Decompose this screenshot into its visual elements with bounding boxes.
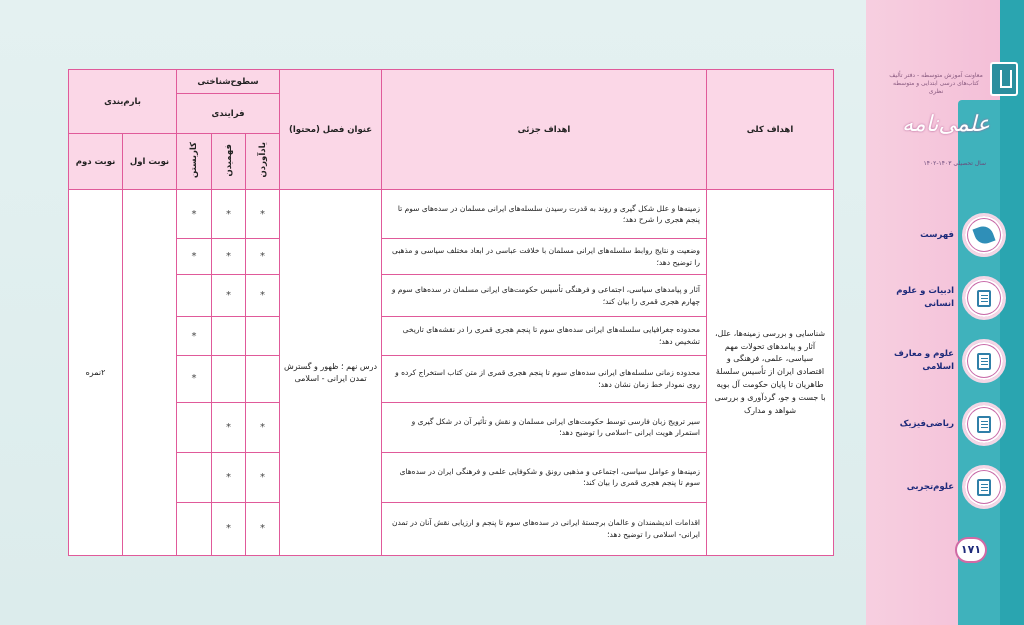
document-icon <box>977 290 991 307</box>
star-mark: * <box>177 239 212 275</box>
header-first-turn: نوبت اول <box>123 134 177 190</box>
page-number: ۱۷۱ <box>955 537 987 563</box>
header-level-understand: فهمیدن <box>212 134 246 190</box>
header-process: فرایندی <box>177 94 280 134</box>
sidebar-item-humanities[interactable] <box>866 273 1006 323</box>
star-mark <box>177 502 212 555</box>
star-mark <box>177 402 212 452</box>
brand-title: علمی‌نامه <box>902 112 990 137</box>
star-mark <box>212 355 246 402</box>
sidebar-item-label: ادبیات و علوم انسانی <box>896 286 954 309</box>
star-mark <box>246 317 280 355</box>
star-mark <box>177 452 212 502</box>
star-mark: * <box>212 275 246 317</box>
document-icon <box>977 353 991 370</box>
sidebar-item-label: ریاضی‌فیزیک <box>899 418 954 429</box>
star-mark: * <box>246 502 280 555</box>
objectives-table <box>68 69 834 556</box>
specific-goal-cell: سیر ترویج زبان فارسی توسط حکومت‌های ایرانی مسلمان و نقش و تأثیر آن در شکل گیری و استمرار هویت ایرانی –اسلامی را توضیح دهد؛ <box>382 402 707 452</box>
star-mark: * <box>212 452 246 502</box>
general-goal-cell: شناسایی و بررسی زمینه‌ها، علل، آثار و پیامدهای تحولات مهم سیاسی، علمی، فرهنگی و اقتصادی ایران از تأسیس سلسلهٔ طاهریان تا پایان حکومت آل بویه با جست و جو، گردآوری و بررسی شواهد و مدارک <box>707 190 834 556</box>
star-mark: * <box>212 402 246 452</box>
sidebar-item-islamic-studies[interactable] <box>866 336 1006 386</box>
score-first-cell <box>123 190 177 556</box>
sidebar-item-label: علوم و معارف اسلامی <box>893 349 954 372</box>
header-level-remember: یادآوردن <box>246 134 280 190</box>
humanities-icon-badge <box>962 276 1006 320</box>
sidebar-item-contents[interactable] <box>866 210 1006 260</box>
specific-goal-cell: اقدامات اندیشمندان و عالمان برجستهٔ ایرانی در سده‌های سوم تا پنجم و ارزیابی نقش آنان در تمدن ایرانی‐ اسلامی را توضیح دهد؛ <box>382 502 707 555</box>
specific-goal-cell: زمینه‌ها و علل شکل گیری و روند به قدرت رسیدن سلسله‌های ایرانی مسلمان در سده‌های سوم تا پنجم هجری را شرح دهد؛ <box>382 190 707 239</box>
star-mark: * <box>246 190 280 239</box>
header-second-turn: نوبت دوم <box>69 134 123 190</box>
specific-goal-cell: زمینه‌ها و عوامل سیاسی، اجتماعی و مذهبی رونق و شکوفایی علمی و فرهنگی ایران در سده‌های سوم تا پنجم هجری قمری را بیان کند؛ <box>382 452 707 502</box>
star-mark: * <box>177 317 212 355</box>
specific-goal-cell: آثار و پیامدهای سیاسی، اجتماعی و فرهنگی تأسیس حکومت‌های ایرانی مسلمان در سده‌های سوم و چهارم هجری قمری را بیان کند؛ <box>382 275 707 317</box>
islamic-studies-icon-badge <box>962 339 1006 383</box>
ministry-logo <box>990 62 1018 96</box>
star-mark: * <box>246 402 280 452</box>
experimental-sciences-icon-badge <box>962 465 1006 509</box>
contents-icon-badge <box>962 213 1006 257</box>
leaf-icon <box>972 223 995 246</box>
sidebar-item-experimental-sciences[interactable] <box>866 462 1006 512</box>
star-mark: * <box>212 190 246 239</box>
star-mark <box>177 275 212 317</box>
star-mark: * <box>177 190 212 239</box>
star-mark: * <box>246 452 280 502</box>
star-mark: * <box>246 239 280 275</box>
star-mark <box>212 317 246 355</box>
score-second-cell: ۲نمره <box>69 190 123 556</box>
math-physics-icon-badge <box>962 402 1006 446</box>
sidebar-item-math-physics[interactable] <box>866 399 1006 449</box>
document-icon <box>977 416 991 433</box>
header-specific-goals: اهداف جزئی <box>382 70 707 190</box>
specific-goal-cell: وضعیت و نتایج روابط سلسله‌های ایرانی مسلمان با خلافت عباسی در ابعاد مختلف سیاسی و مذهبی را توضیح دهد؛ <box>382 239 707 275</box>
specific-goal-cell: محدوده جغرافیایی سلسله‌های ایرانی سده‌های سوم تا پنجم هجری قمری را در نقشه‌های تاریخی تشخیص دهد؛ <box>382 317 707 355</box>
sidebar-item-label: فهرست <box>920 229 954 240</box>
header-cognitive-levels: سطوح‌شناختی <box>177 70 280 94</box>
school-year: سال تحصیلی ۱۴۰۳‐۱۴۰۲ <box>923 160 986 167</box>
table-row <box>69 190 834 239</box>
star-mark <box>246 355 280 402</box>
header-general-goals: اهداف کلی <box>707 70 834 190</box>
header-scoring: بارم‌بندی <box>69 70 177 134</box>
header-level-apply: کاربستن <box>177 134 212 190</box>
document-icon <box>977 479 991 496</box>
sidebar-item-label: علوم‌تجربی <box>906 481 954 492</box>
star-mark: * <box>246 275 280 317</box>
specific-goal-cell: محدوده زمانی سلسله‌های ایرانی سده‌های سوم تا پنجم هجری قمری از متن کتاب استخراج کرده و روی نمودار خط زمان نشان دهد؛ <box>382 355 707 402</box>
brand-header <box>889 50 1020 190</box>
star-mark: * <box>212 502 246 555</box>
star-mark: * <box>212 239 246 275</box>
star-mark: * <box>177 355 212 402</box>
header-chapter-title: عنوان فصل (محتوا) <box>280 70 382 190</box>
chapter-cell: درس نهم ؛ ظهور و گسترش تمدن ایرانی ‐ اسلامی <box>280 190 382 556</box>
brand-org-text: معاونت آموزش متوسطه ‐ دفتر تألیف کتاب‌های درسی ابتدایی و متوسطه نظری <box>889 72 983 95</box>
